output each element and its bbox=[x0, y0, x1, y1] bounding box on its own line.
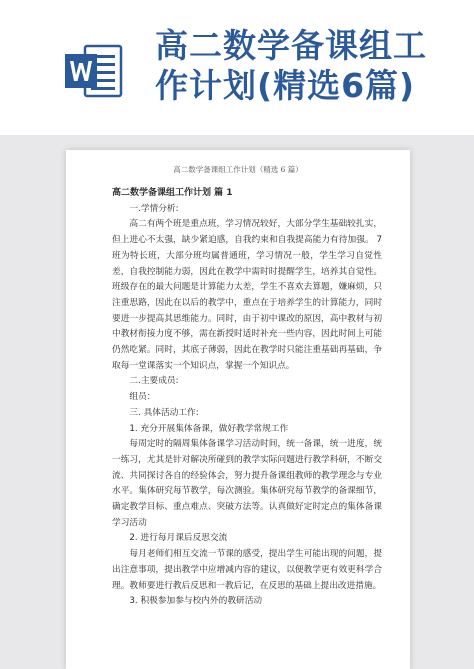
banner-title-line-1: 高二数学备课组工 bbox=[155, 26, 427, 65]
page-header bbox=[0, 0, 474, 135]
document-page-preview[interactable] bbox=[66, 150, 410, 669]
paragraph: 组员： bbox=[129, 392, 156, 403]
paragraph: 每月老师们相互交流一节课的感受，提出学生可能出现的问题，提出注意事项，提出教学中应增减内容的建议，以便教学更有效更科学合理。教师要进行教后反思和一教后记，在反思的基础上提出改进措施。 bbox=[112, 549, 382, 591]
word-document-icon bbox=[63, 40, 125, 102]
running-head: 高二数学备课组工作计划（精选 6 篇） bbox=[173, 165, 303, 174]
paragraph: 3. 积极参加参与校内外的教研活动 bbox=[129, 596, 263, 607]
paragraph: 三. 具体活动工作: bbox=[129, 407, 199, 418]
paragraph: 每周定时的隔周集体备课学习活动时间，统一备课，统一进度，统一练习，尤其是针对解决所碰到的教学实际问题进行教学科研，不断交流、共同探讨各自的经验体会，努力提升备课组教师的教学理念与专业水平。集体研究每节教学，每次测验。集体研究每节教学的备课细节，确定教学目标、重点难点、突破方法等。认真做好定时定点的集体备课学习活动 bbox=[112, 439, 382, 528]
paragraph: 一.学情分析: bbox=[129, 203, 179, 214]
paragraph: 高二有两个班是重点班，学习情况较好，大部分学生基础较扎实，但上进心不太强，缺少紧迫感，自我约束和自我提高能力有待加强。 7 班为特长班，大部分班均属普通班，学习情况一般，学生学习自觉性差，自我控制能力弱，因此在教学中需时时提醒学生，培养其自觉性。班级存在的最大问题是计算能力太差，学生不喜欢去算题，嫌麻烦，只注重思路，因此在以后的教学中，重点在于培养学生的计算能力，同时要进一步提高其思维能力。同时，由于初中课改的原因，高中教材与初中教材衔接力度不够，需在新授时适时补充一些内容，因此时间上可能仍然吃紧。同时，其底子薄弱，因此在教学时只能注重基础再基础，争取每一堂课落实一个知识点，掌握一个知识点。 bbox=[112, 219, 382, 371]
banner-title-line-2: 作计划(精选6篇) bbox=[155, 66, 416, 105]
paragraph: 二.主要成员: bbox=[129, 376, 179, 387]
paragraph: 1. 充分开展集体备课，做好教学常规工作 bbox=[129, 423, 289, 434]
section-title: 高二数学备课组工作计划 篇 1 bbox=[112, 188, 233, 198]
document-title-banner bbox=[155, 26, 455, 106]
paragraph: 2. 进行每月课后反思交流 bbox=[129, 533, 228, 544]
document-body bbox=[112, 186, 382, 610]
